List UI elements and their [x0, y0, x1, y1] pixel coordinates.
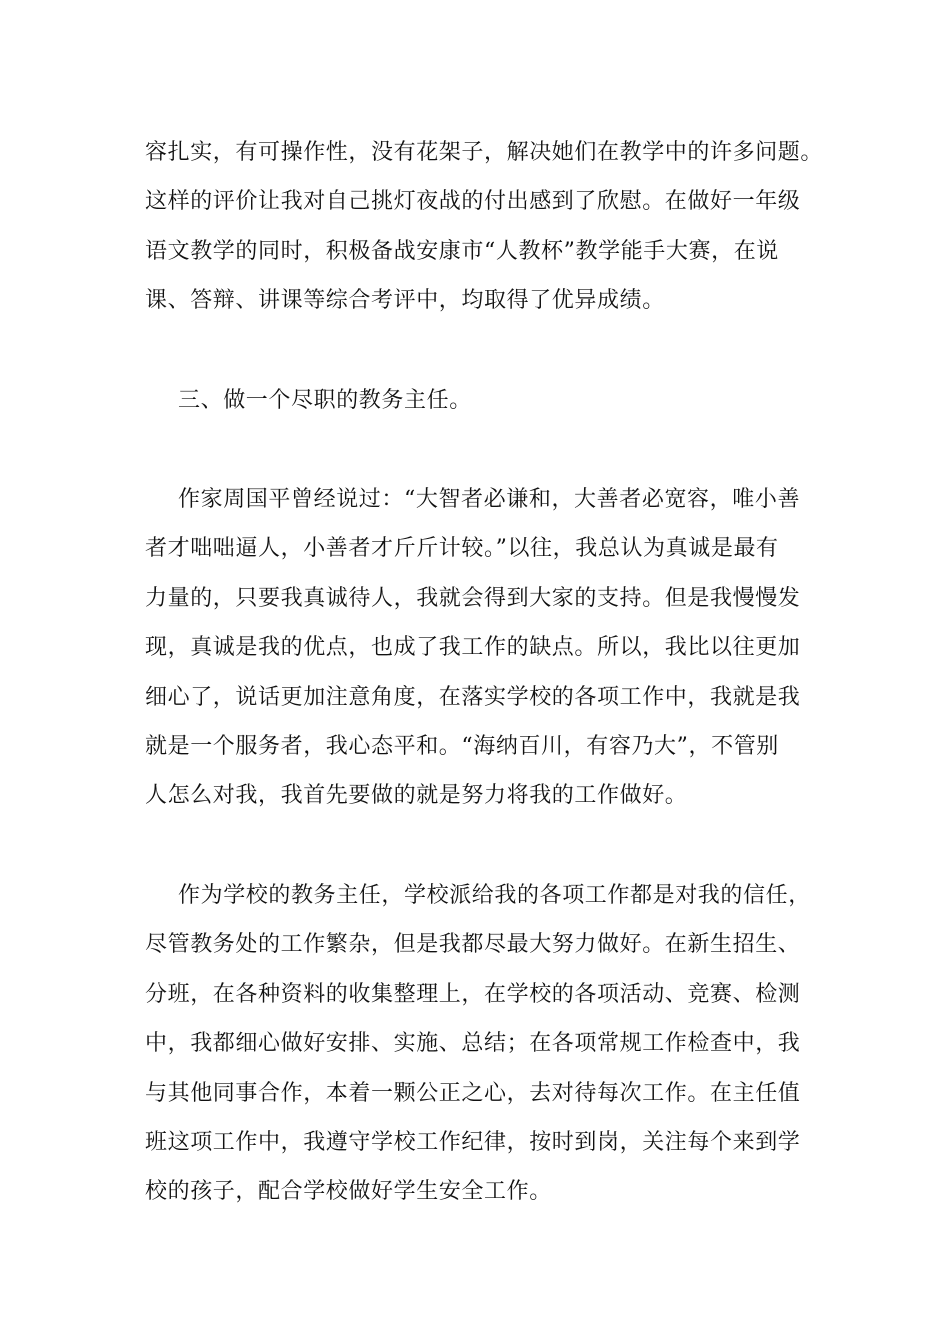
- paragraph-duties: [145, 871, 810, 1217]
- text-line: 与其他同事合作，本着一颗公正之心，去对待每次工作。在主任值: [145, 1080, 801, 1106]
- text-line: 容扎实，有可操作性，没有花架子，解决她们在教学中的许多问题。: [145, 140, 824, 165]
- paragraph-results: [145, 128, 824, 326]
- section-heading: [145, 376, 810, 425]
- text-line: 课、答辩、讲课等综合考评中，均取得了优异成绩。: [145, 288, 665, 314]
- text-line: 班这项工作中，我遵守学校工作纪律，按时到岗，关注每个来到学: [145, 1129, 801, 1155]
- heading-text: 三、做一个尽职的教务主任。: [178, 388, 472, 413]
- text-line: 分班，在各种资料的收集整理上，在学校的各项活动、竞赛、检测: [145, 981, 801, 1007]
- text-line: 中，我都细心做好安排、实施、总结；在各项常规工作检查中，我: [145, 1031, 801, 1057]
- text-line: 者才咄咄逼人，小善者才斤斤计较。”以往，我总认为真诚是最有: [145, 536, 779, 562]
- paragraph-quote: [145, 475, 810, 821]
- text-line: 这样的评价让我对自己挑灯夜战的付出感到了欣慰。在做好一年级: [145, 189, 801, 215]
- text-line: 作家周国平曾经说过：“大智者必谦和，大善者必宽容，唯小善: [178, 487, 801, 512]
- text-line: 尽管教务处的工作繁杂，但是我都尽最大努力做好。在新生招生、: [145, 932, 801, 958]
- text-line: 作为学校的教务主任，学校派给我的各项工作都是对我的信任，: [178, 883, 811, 908]
- text-line: 就是一个服务者，我心态平和。“海纳百川，有容乃大”，不管别: [145, 733, 779, 759]
- text-line: 现，真诚是我的优点，也成了我工作的缺点。所以，我比以往更加: [145, 635, 801, 661]
- text-line: 人怎么对我，我首先要做的就是努力将我的工作做好。: [145, 783, 688, 809]
- text-line: 细心了，说话更加注意角度，在落实学校的各项工作中，我就是我: [145, 684, 801, 710]
- text-line: 校的孩子，配合学校做好学生安全工作。: [145, 1179, 552, 1205]
- text-line: 力量的，只要我真诚待人，我就会得到大家的支持。但是我慢慢发: [145, 585, 801, 611]
- text-line: 语文教学的同时，积极备战安康市“人教杯”教学能手大赛，在说: [145, 238, 779, 264]
